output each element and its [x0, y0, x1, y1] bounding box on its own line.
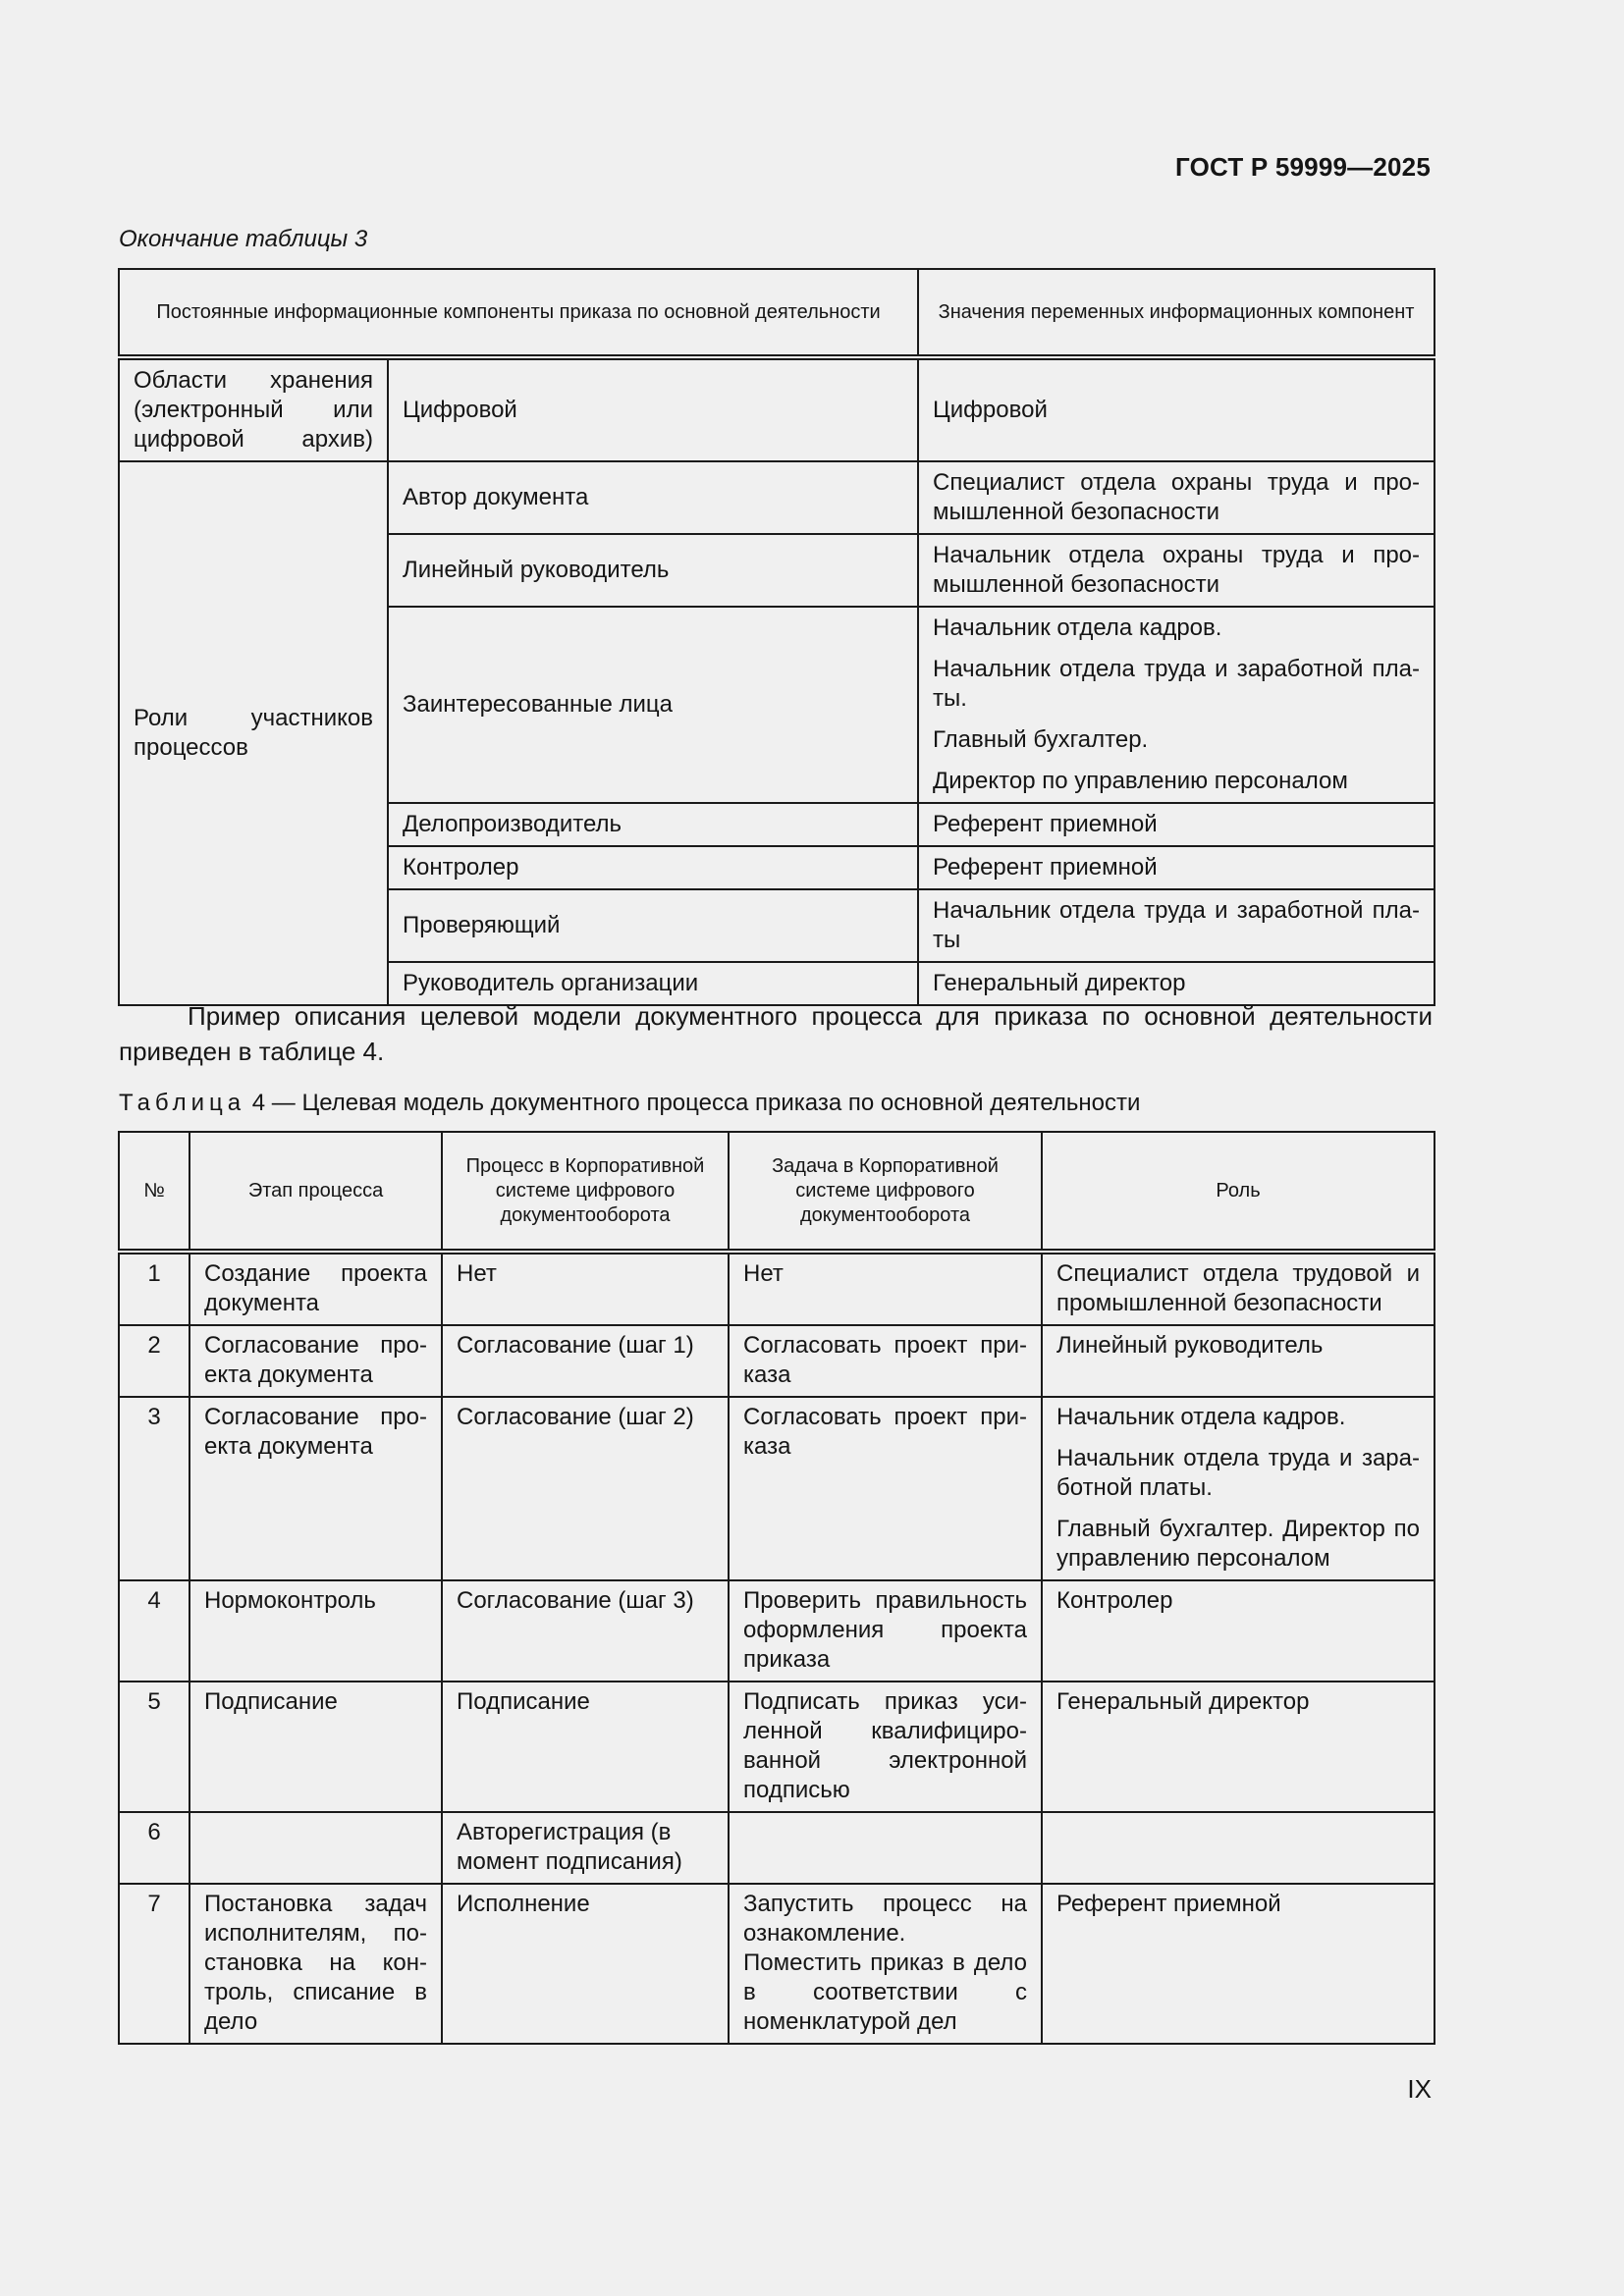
row-label-cell: Роли участников процессов: [119, 461, 388, 1005]
num-cell: 1: [119, 1252, 189, 1325]
table-3: [118, 268, 1435, 1006]
value-cell: [918, 607, 1435, 803]
process-cell: Нет: [442, 1252, 729, 1325]
value-line: Начальник отдела труда и заработной платы.: [933, 656, 1421, 712]
role-cell: [1042, 1812, 1435, 1884]
num-cell: 5: [119, 1682, 189, 1812]
stage-cell: [189, 1812, 442, 1884]
value-cell: Референт приемной: [918, 803, 1435, 846]
task-cell: Согласовать проект приказа: [729, 1325, 1042, 1397]
table-header-cell: Значения переменных информационных компонент: [918, 269, 1435, 357]
table-row: [119, 461, 1435, 534]
stage-cell: Согласование проекта документа: [189, 1397, 442, 1580]
header-role: Роль: [1042, 1132, 1435, 1252]
table-header-row: [119, 269, 1435, 357]
stage-cell: Создание проекта документа: [189, 1252, 442, 1325]
table-header-cell: Постоянные информационные компоненты приказа по основной деятельности: [119, 269, 918, 357]
role-cell: Контролер: [1042, 1580, 1435, 1682]
table-row: [119, 1812, 1435, 1884]
component-cell: Руководитель организации: [388, 962, 918, 1005]
process-cell: Исполнение: [442, 1884, 729, 2044]
page-number: IX: [1407, 2074, 1432, 2104]
table-row: [119, 357, 1435, 461]
value-cell: Начальник отдела охраны труда и промышленной безопасности: [918, 534, 1435, 607]
process-cell: Согласование (шаг 2): [442, 1397, 729, 1580]
table-row: [119, 1682, 1435, 1812]
stage-cell: Подписание: [189, 1682, 442, 1812]
table-row: [119, 1325, 1435, 1397]
role-line: Начальник отдела кадров.: [1056, 1404, 1346, 1430]
header-num: №: [119, 1132, 189, 1252]
value-cell: Генеральный директор: [918, 962, 1435, 1005]
process-cell: Подписание: [442, 1682, 729, 1812]
role-cell: Референт приемной: [1042, 1884, 1435, 2044]
process-cell: Авторегистрация (в момент подписания): [442, 1812, 729, 1884]
value-cell: Специалист отдела охраны труда и промышленной безопасности: [918, 461, 1435, 534]
component-cell: Заинтересованные лица: [388, 607, 918, 803]
component-cell: Проверяющий: [388, 889, 918, 962]
row-label-cell: Области хранения (электронный или цифровой архив): [119, 357, 388, 461]
value-line: Начальник отдела кадров.: [933, 614, 1222, 641]
component-cell: Цифровой: [388, 357, 918, 461]
num-cell: 3: [119, 1397, 189, 1580]
stage-cell: Постановка задач исполнителям, постановка на контроль, списание в дело: [189, 1884, 442, 2044]
process-cell: Согласование (шаг 3): [442, 1580, 729, 1682]
table-4-caption: [119, 1090, 1140, 1117]
task-cell: Согласовать проект приказа: [729, 1397, 1042, 1580]
table-row: [119, 1252, 1435, 1325]
value-cell: Референт приемной: [918, 846, 1435, 889]
table-header-row: [119, 1132, 1435, 1252]
role-cell: Генеральный директор: [1042, 1682, 1435, 1812]
caption-word: Таблица: [119, 1090, 246, 1116]
stage-cell: Согласование проекта документа: [189, 1325, 442, 1397]
task-cell: Проверить правильность оформления проекта приказа: [729, 1580, 1042, 1682]
value-cell: Начальник отдела труда и заработной платы: [918, 889, 1435, 962]
table-4: [118, 1131, 1435, 2045]
stage-cell: Нормоконтроль: [189, 1580, 442, 1682]
component-cell: Автор документа: [388, 461, 918, 534]
process-cell: Согласование (шаг 1): [442, 1325, 729, 1397]
value-cell: Цифровой: [918, 357, 1435, 461]
component-cell: Контролер: [388, 846, 918, 889]
component-cell: Делопроизводитель: [388, 803, 918, 846]
header-task: Задача в Корпоративной системе цифрового документооборота: [729, 1132, 1042, 1252]
table-row: [119, 1580, 1435, 1682]
task-cell: Запустить процесс на ознакомление. Поместить приказ в дело в соответствии с номенклатурой дел: [729, 1884, 1042, 2044]
header-stage: Этап процесса: [189, 1132, 442, 1252]
task-cell: Подписать приказ усиленной квалифицированной электронной подписью: [729, 1682, 1042, 1812]
standard-number: ГОСТ Р 59999—2025: [1175, 152, 1431, 182]
caption-title: 4 — Целевая модель документного процесса приказа по основной деятельности: [245, 1090, 1141, 1116]
task-cell: Нет: [729, 1252, 1042, 1325]
table-continuation-label: Окончание таблицы 3: [119, 226, 368, 252]
role-cell: Специалист отдела трудовой и промышленной безопасности: [1042, 1252, 1435, 1325]
num-cell: 2: [119, 1325, 189, 1397]
header-process: Процесс в Корпоративной системе цифрового документооборота: [442, 1132, 729, 1252]
num-cell: 7: [119, 1884, 189, 2044]
role-cell: Линейный руководитель: [1042, 1325, 1435, 1397]
num-cell: 6: [119, 1812, 189, 1884]
body-paragraph: Пример описания целевой модели документного процесса для приказа по основной деятельности приведен в таблице 4.: [119, 1001, 1433, 1067]
table-row: [119, 1397, 1435, 1580]
value-line: Директор по управлению персоналом: [933, 768, 1348, 794]
table-row: [119, 1884, 1435, 2044]
value-line: Главный бухгалтер.: [933, 726, 1149, 753]
role-cell: [1042, 1397, 1435, 1580]
num-cell: 4: [119, 1580, 189, 1682]
task-cell: [729, 1812, 1042, 1884]
role-line: Начальник отдела труда и заработной платы.: [1056, 1445, 1420, 1501]
component-cell: Линейный руководитель: [388, 534, 918, 607]
role-line: Главный бухгалтер. Директор по управлению персоналом: [1056, 1516, 1420, 1572]
